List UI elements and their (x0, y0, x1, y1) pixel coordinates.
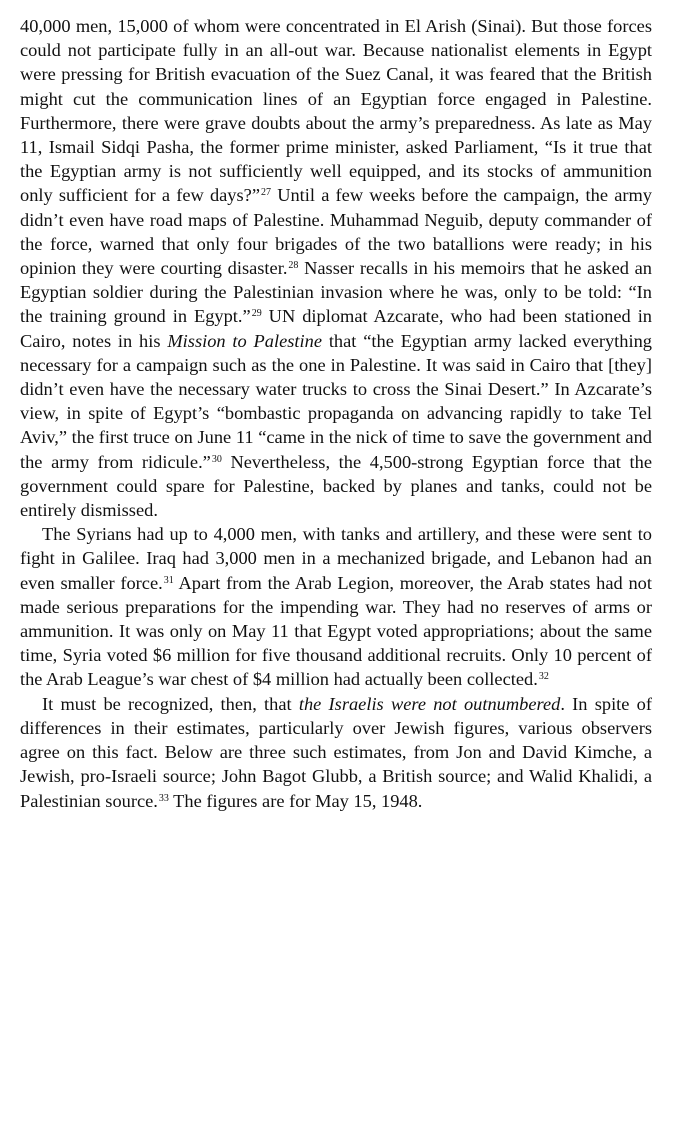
paragraph-egyptian-army (20, 14, 652, 522)
text-run: 40,000 men, 15,000 of whom were concentrated in El Arish (Sinai). But those forces could not participate fully in an all-out war. Because nationalist elements in Egypt were pressing for British evacuation of the Suez Canal, it was feared that the British might cut the communication lines of an Egyptian force engaged in Palestine. Furthermore, there were grave doubts about the army’s preparedness. As late as May 11, Ismail Sidqi Pasha, the former prime minister, asked Parliament, “Is it true that the Egyptian army is not sufficiently well equipped, and its stocks of ammunition only sufficient for a few days?” (20, 16, 652, 206)
text-run: UN diplomat Azcarate, who had been stationed in Cairo, notes in his (20, 306, 653, 351)
text-run: The Syrians had up to 4,000 men, with tanks and artillery, and these were sent to fight in Galilee. Iraq had 3,000 men in a mechanized brigade, and Lebanon had an even smaller force. (20, 524, 652, 593)
footnote-ref: 31 (163, 574, 174, 586)
footnote-ref: 33 (158, 792, 169, 804)
text-run: . In spite of differences in their estimates, particularly over Jewish figures, various observers agree on this fact. Below are three such estimates, from Jon and David Kimche, a Jewish, pro-Israeli source; John Bagot Glubb, a British source; and Walid Khalidi, a Palestinian source. (20, 693, 653, 811)
text-run: Until a few weeks before the campaign, the army didn’t even have road maps of Palestine. Muhammad Neguib, deputy commander of the force, warned that only four brigades of the two batallions were ready; in his opinion they were courting disaster. (20, 185, 652, 279)
text-run: The figures are for May 15, 1948. (168, 790, 423, 811)
footnote-ref: 28 (288, 260, 299, 272)
footnote-ref: 32 (538, 671, 549, 683)
book-title: Mission to Palestine (167, 330, 322, 351)
text-run: that “the Egyptian army lacked everything necessary for a campaign such as the one in Palestine. It was said in Cairo that [they] didn’t even have the necessary water trucks to cross the Sinai Desert.” In Azcarate’s view, in spite of Egypt’s “bombastic propaganda on advancing rapidly to take Tel Aviv,” the first truce on June 11 “came in the nick of time to save the government and the army from ridicule.” (20, 330, 652, 472)
text-run: Nasser recalls in his memoirs that he asked an Egyptian soldier during the Palestinian invasion where he was, only to be told: “In the training ground in Egypt.” (20, 258, 653, 327)
text-run: Nevertheless, the 4,500-strong Egyptian force that the government could spare for Palestine, backed by planes and tanks, could not be entirely dismissed. (20, 451, 652, 521)
text-run: It must be recognized, then, that (42, 693, 299, 714)
book-page (20, 14, 652, 813)
paragraph-not-outnumbered (20, 692, 652, 813)
emphasis-text: the Israelis were not outnumbered (298, 693, 561, 714)
paragraph-arab-forces (20, 522, 652, 691)
footnote-ref: 27 (261, 187, 271, 199)
text-run: Apart from the Arab Legion, moreover, the Arab states had not made serious preparations for the impending war. They had no reserves of arms or ammunition. It was only on May 11 that Egypt voted appropriations; about the same time, Syria voted $6 million for five thousand additional recruits. Only 10 percent of the Arab League’s war chest of $4 million had actually been collected. (20, 572, 652, 690)
footnote-ref: 30 (211, 453, 222, 465)
footnote-ref: 29 (251, 308, 262, 320)
